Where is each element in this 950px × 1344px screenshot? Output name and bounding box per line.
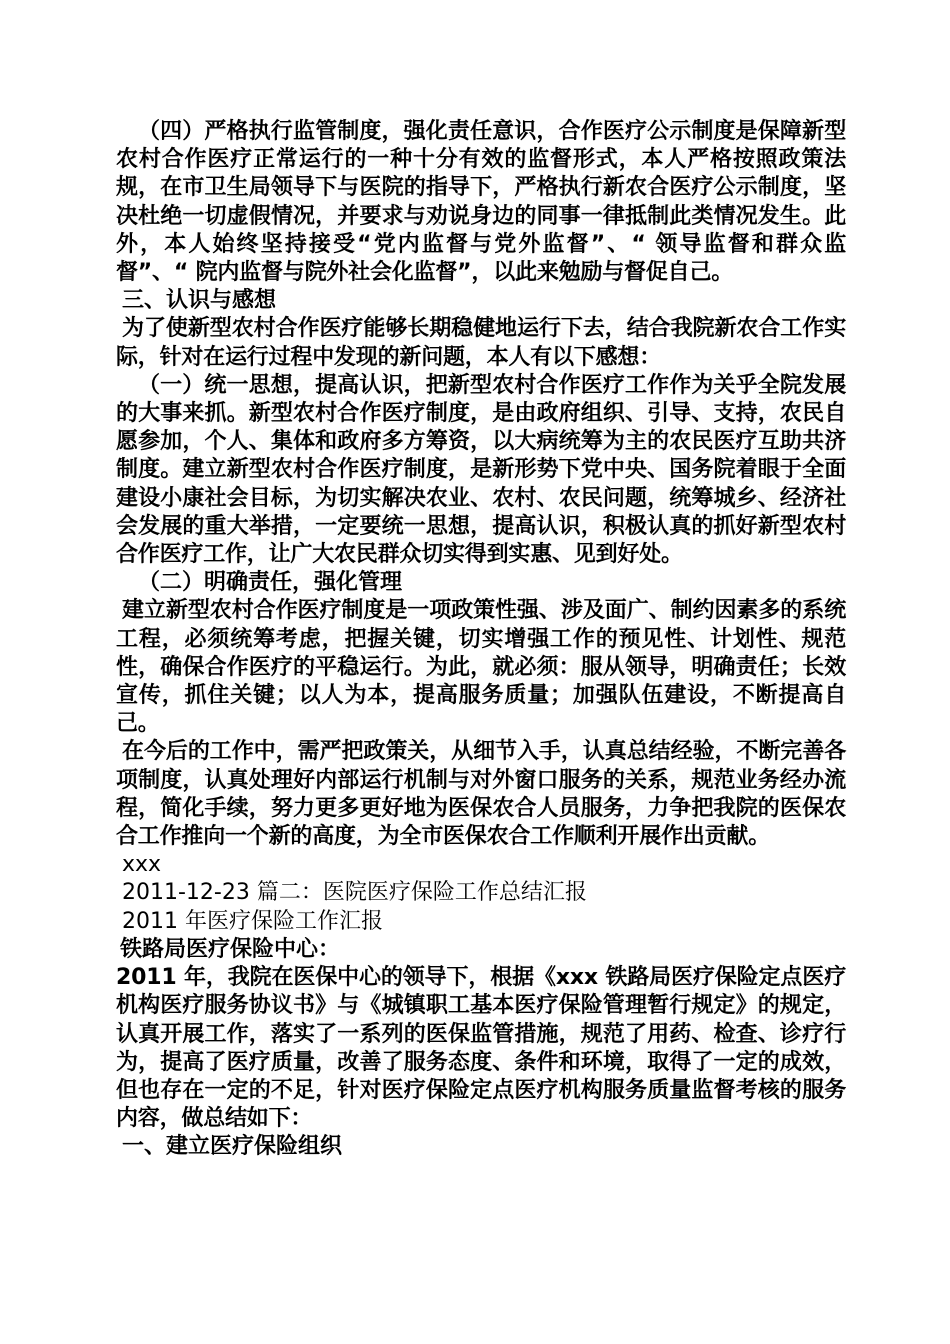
report-title: 2011 年医疗保险工作汇报 — [122, 908, 383, 934]
document-body — [116, 118, 846, 1162]
paragraph-supervision: （四）严格执行监管制度，强化责任意识，合作医疗公示制度是保障新型农村合作医疗正常运行的一种十分有效的监督形式，本人严格按照政策法规，在市卫生局领导下与医院的指导下，严格执行新农合医疗公示制度，坚决杜绝一切虚假情况，并要求与劝说身边的同事一律抵制此类情况发生。此外，本人始终坚持接受“党内监督与党外监督”、“ 领导监督和群众监督”、“ 院内监督与院外社会化监督”，以此来勉励与督促自己。 — [116, 119, 846, 286]
author-name: xxx — [122, 852, 162, 878]
date-and-title-line: 2011-12-23 篇二：医院医疗保险工作总结汇报 — [122, 880, 587, 906]
addressee: 铁路局医疗保险中心： — [120, 936, 341, 962]
subheading-responsibility: （二）明确责任，强化管理 — [138, 570, 403, 596]
section-heading-organization: 一、建立医疗保险组织 — [122, 1134, 343, 1160]
paragraph-unify-thinking: （一）统一思想，提高认识，把新型农村合作医疗工作作为关乎全院发展的大事来抓。新型农村合作医疗制度，是由政府组织、引导、支持，农民自愿参加，个人、集体和政府多方筹资，以大病统筹为主的农民医疗互助共济制度。建立新型农村合作医疗制度，是新形势下党中央、国务院着眼于全面建设小康社会目标，为切实解决农业、农村、农民问题，统筹城乡、经济社会发展的重大举措，一定要统一思想，提高认识，积极认真的抓好新型农村合作医疗工作，让广大农民群众切实得到实惠、见到好处。 — [116, 372, 846, 568]
paragraph-2011-summary: 2011 年，我院在医保中心的领导下，根据《xxx 铁路局医疗保险定点医疗机构医疗服务协议书》与《城镇职工基本医疗保险管理暂行规定》的规定，认真开展工作，落实了一系列的医保监管措施，规范了用药、检查、诊疗行为，提高了医疗质量，改善了服务态度、条件和环境，取得了一定的成效，但也存在一定的不足，针对医疗保险定点医疗机构服务质量监督考核的服务内容，做总结如下： — [116, 965, 846, 1132]
paragraph-system-project: 建立新型农村合作医疗制度是一项政策性强、涉及面广、制约因素多的系统工程，必须统筹考虑，把握关键，切实增强工作的预见性、计划性、规范性，确保合作医疗的平稳运行。为此，就必须：服从领导，明确责任；长效宣传，抓住关键；以人为本，提高服务质量；加强队伍建设，不断提高自己。 — [116, 598, 846, 737]
section-heading-understanding: 三、认识与感想 — [122, 288, 277, 314]
paragraph-future-work: 在今后的工作中，需严把政策关，从细节入手，认真总结经验，不断完善各项制度，认真处理好内部运行机制与对外窗口服务的关系，规范业务经办流程，简化手续，努力更多更好地为医保农合人员服务，力争把我院的医保农合工作推向一个新的高度，为全市医保农合工作顺利开展作出贡献。 — [116, 739, 846, 850]
paragraph-intro-feelings: 为了使新型农村合作医疗能够长期稳健地运行下去，结合我院新农合工作实际，针对在运行过程中发现的新问题，本人有以下感想： — [116, 316, 846, 370]
